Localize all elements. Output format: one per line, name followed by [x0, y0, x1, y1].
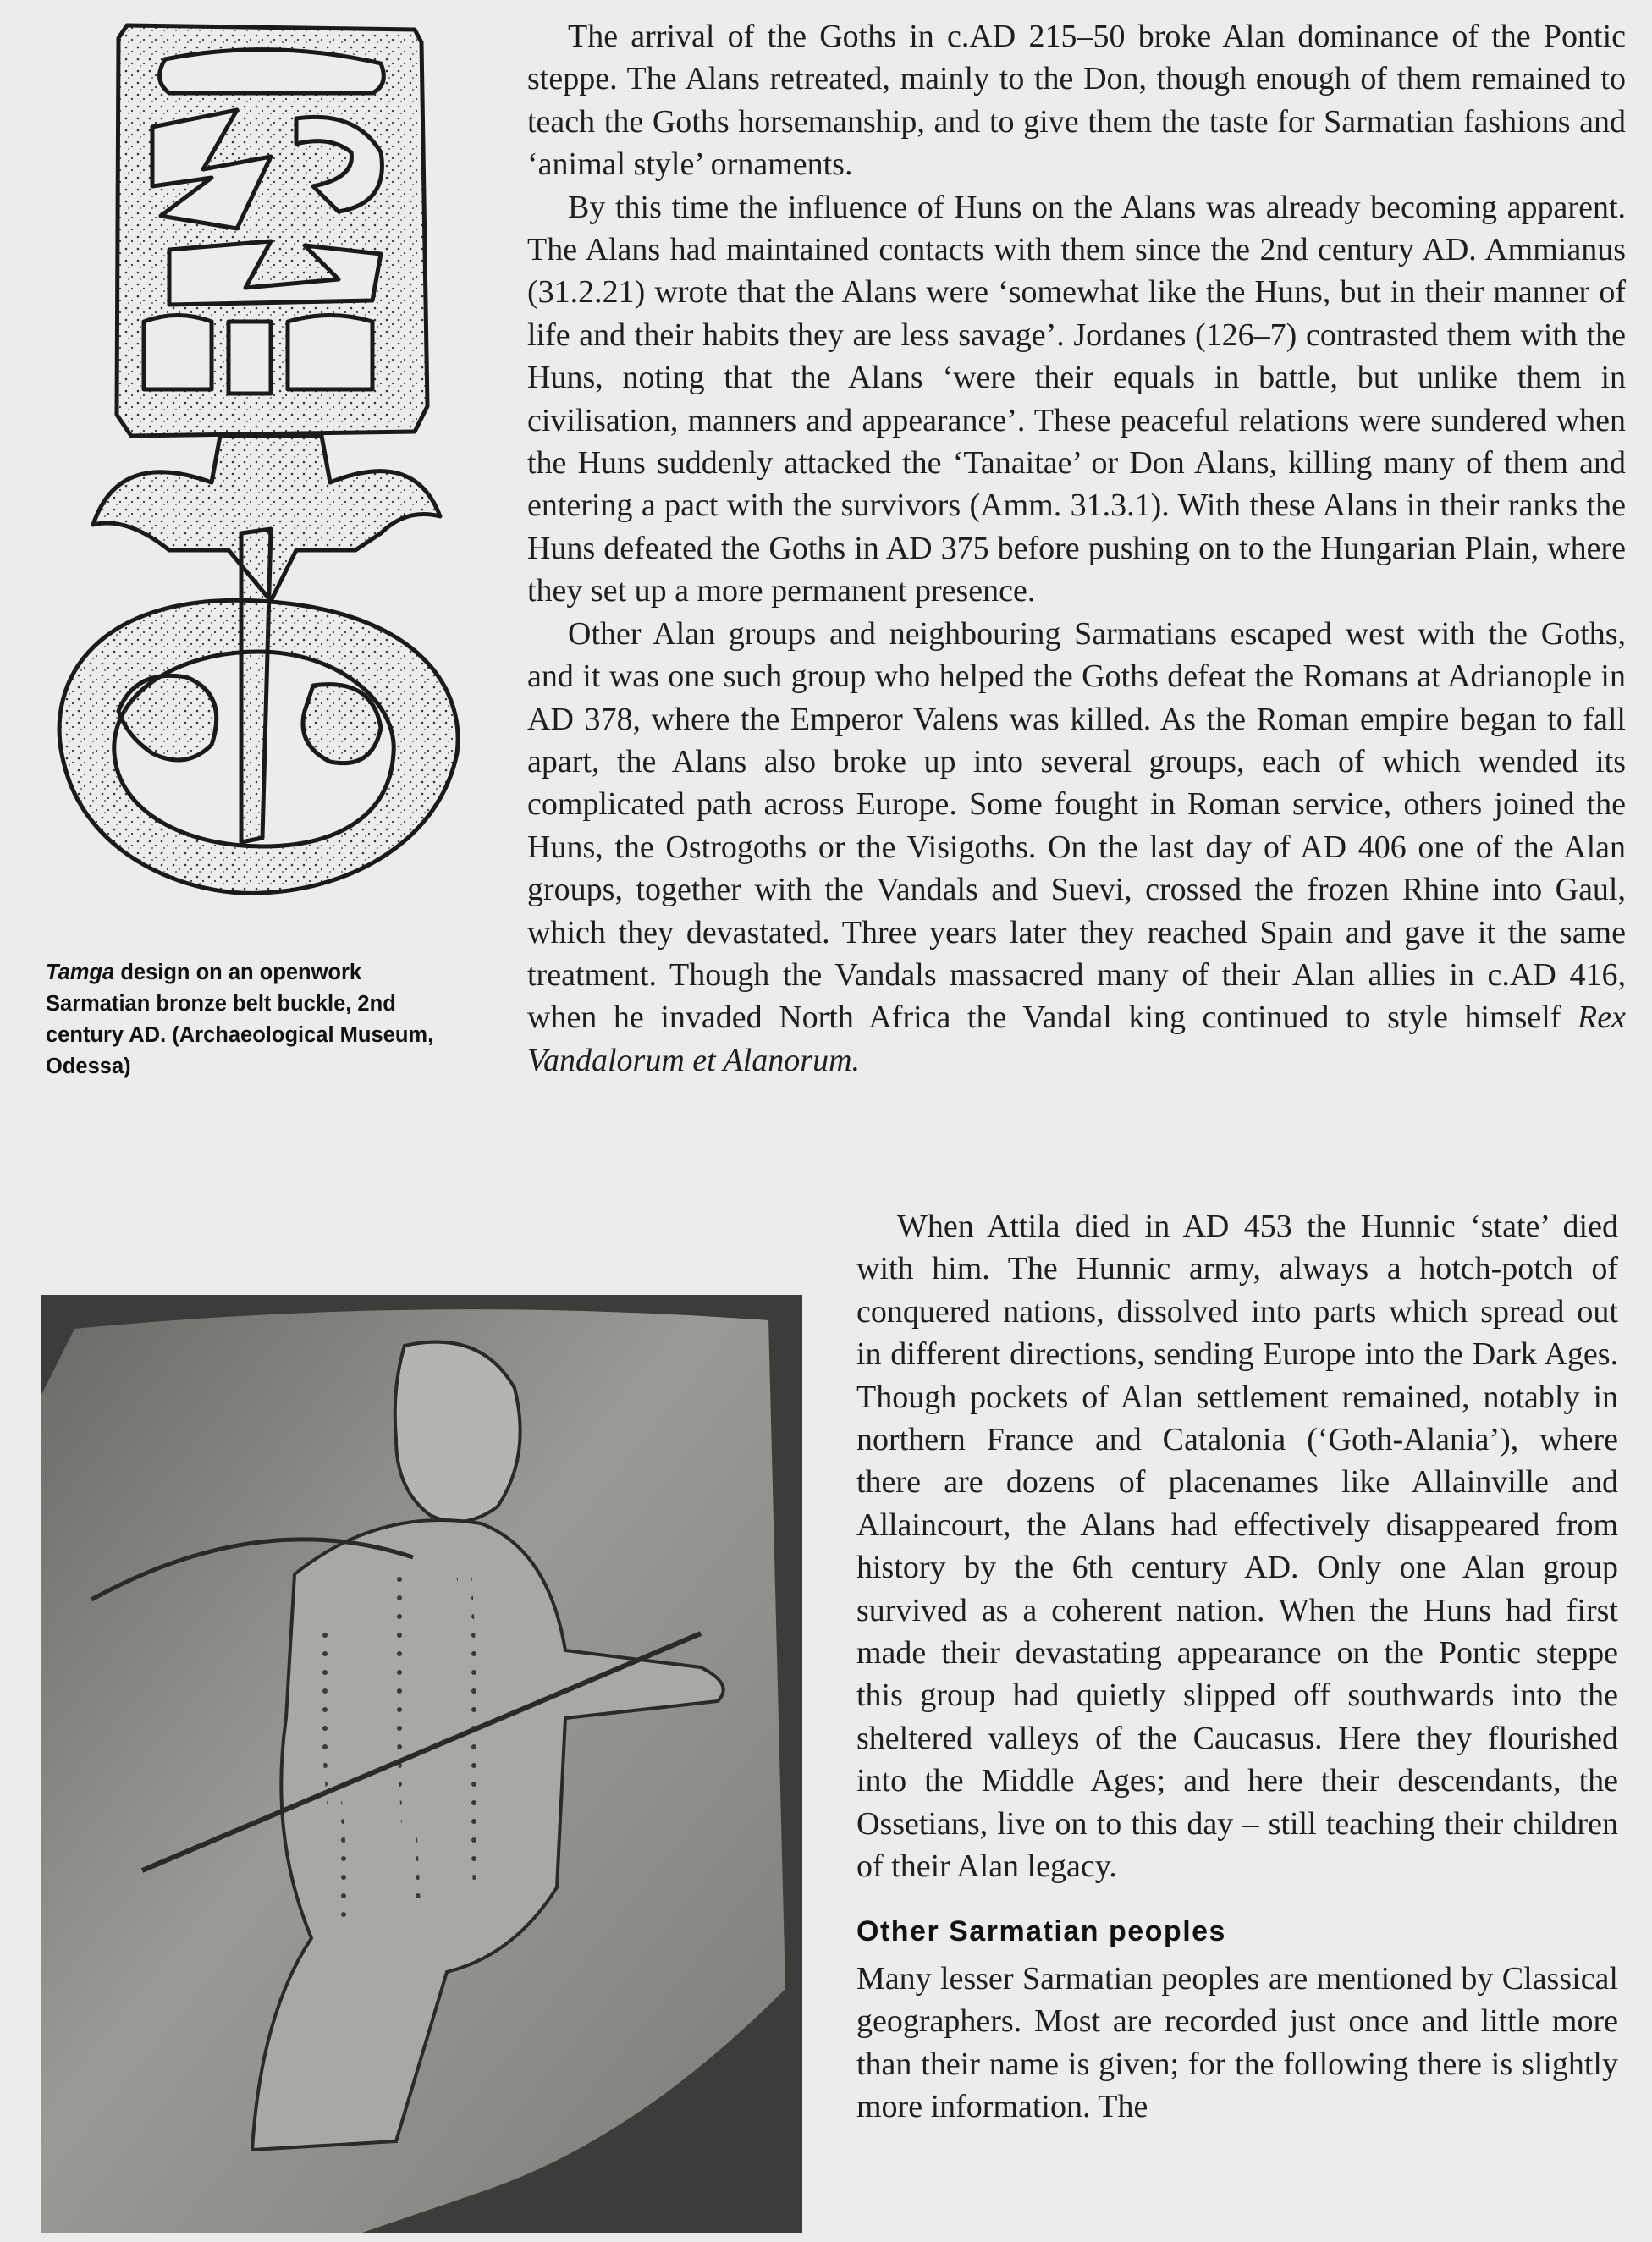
paragraph-other-peoples: Many lesser Sarmatian peoples are mentioned by Classical geographers. Most are recorded just once and little more than their name is given; for the following there is slightly more information. The — [856, 1960, 1618, 2125]
paragraph-alan-migrations-title: Rex Vandalorum et Alanorum. — [527, 1000, 1626, 1078]
warrior-relief-icon — [41, 1295, 802, 2233]
section-heading: Other Sarmatian peoples — [856, 1914, 1226, 1947]
lower-column — [856, 1205, 1618, 2129]
figure-caption — [46, 957, 469, 1082]
caption-lead: Tamga — [46, 961, 115, 984]
paragraph-goths-arrival: The arrival of the Goths in c.AD 215–50 broke Alan dominance of the Pontic steppe. The Alans retreated, mainly to the Don, though enough of them remained to teach the Goths horsemanship, and to give them the taste for Sarmatian fashions and ‘animal style’ ornaments. — [527, 19, 1626, 183]
caption-text: design on an openwork Sarmatian bronze belt buckle, 2nd century AD. (Archaeological Museum, Odessa) — [46, 961, 434, 1078]
paragraph-alan-migrations — [527, 613, 1626, 1082]
paragraph-hun-influence: By this time the influence of Huns on the Alans was already becoming apparent. The Alans had maintained contacts with them since the 2nd century AD. Ammianus (31.2.21) wrote that the Alans were ‘somewhat like the Huns, but in their manner of life and their habits they are less savage’. Jordanes (126–7) contrasted them with the Huns, noting that the Alans ‘were their equals in battle, but unlike them in civilisation, manners and appearance’. These peaceful relations were sundered when the Huns suddenly attacked the ‘Tanaitae’ or Don Alans, killing many of them and entering a pact with the survivors (Amm. 31.3.1). With these Alans in their ranks the Huns defeated the Goths in AD 375 before pushing on to the Hungarian Plain, where they set up a more permanent presence. — [527, 189, 1626, 609]
main-column — [527, 15, 1626, 1082]
paragraph-attila-death: When Attila died in AD 453 the Hunnic ‘state’ died with him. The Hunnic army, always a hotch-potch of conquered nations, dissolved into parts which spread out in different directions, sending Europe into the Dark Ages. Though pockets of Alan settlement remained, notably in northern France and Catalonia (‘Goth-Alania’), where there are dozens of placenames like Allainville and Allaincourt, the Alans had effectively disappeared from history by the 6th century AD. Only one Alan group survived as a coherent nation. When the Huns had first made their devastating appearance on the Pontic steppe this group had quietly slipped off southwards into the sheltered valleys of the Caucasus. Here they flourished into the Middle Ages; and here their descendants, the Ossetians, live on to this day – still teaching their children of their Alan legacy. — [856, 1209, 1618, 1885]
paragraph-alan-migrations-text: Other Alan groups and neighbouring Sarmatians escaped west with the Goths, and it was one such group who helped the Goths defeat the Romans at Adrianople in AD 378, where the Emperor Valens was killed. As the Roman empire began to fall apart, the Alans also broke up into several groups, each of which wended its complicated path across Europe. Some fought in Roman service, others joined the Huns, the Ostrogoths or the Visigoths. On the last day of AD 406 one of the Alan groups, together with the Vandals and Suevi, crossed the frozen Rhine into Gaul, which they devastated. Three years later they reached Spain and gave it the same treatment. Though the Vandals massacred many of their Alan allies in c.AD 416, when he invaded North Africa the Vandal king continued to style himself — [527, 615, 1626, 1036]
tamga-buckle-icon — [17, 8, 499, 931]
